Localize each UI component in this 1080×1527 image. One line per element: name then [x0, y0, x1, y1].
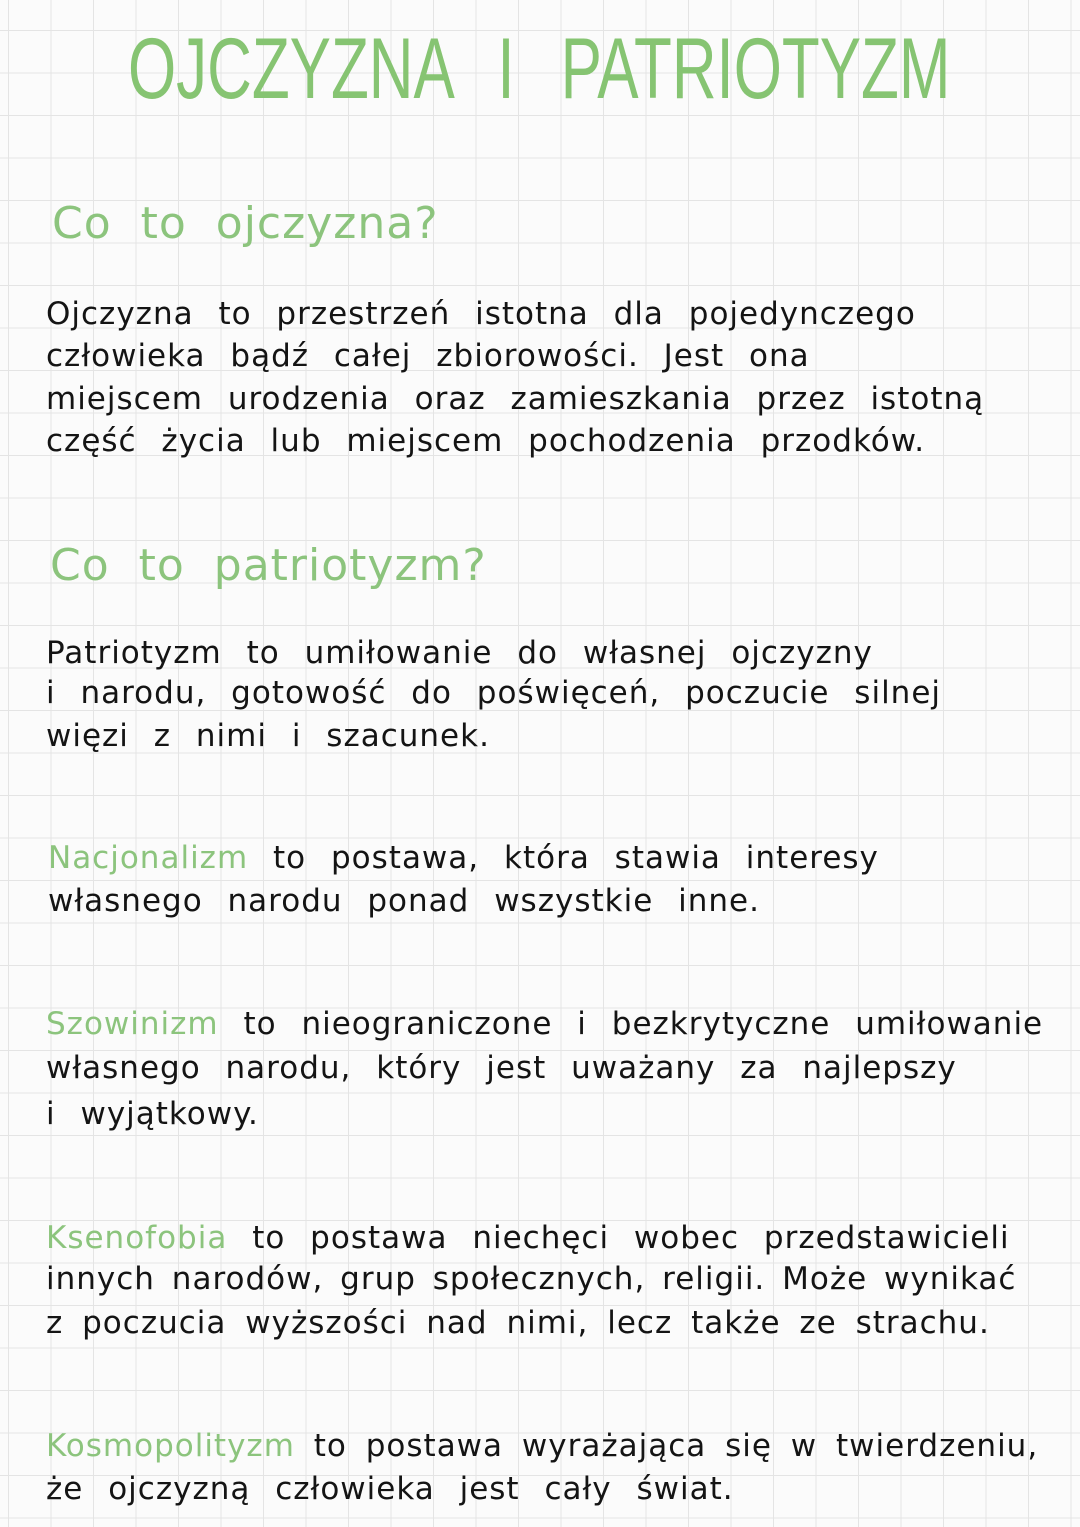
term-ksenofobia-line — [46, 1220, 1010, 1256]
term-label: Szowinizm — [46, 1006, 219, 1042]
text-line: własnego narodu, który jest uważany za najlepszy — [46, 1050, 957, 1086]
text-line: więzi z nimi i szacunek. — [46, 718, 490, 754]
text-line: człowieka bądź całej zbiorowości. Jest ona — [46, 338, 810, 374]
term-definition: to postawa niechęci wobec przedstawicieli — [252, 1220, 1010, 1256]
text-line: miejscem urodzenia oraz zamieszkania przez istotną — [46, 381, 985, 417]
text-line: własnego narodu ponad wszystkie inne. — [48, 883, 760, 919]
term-label: Nacjonalizm — [48, 840, 249, 876]
term-nacjonalizm-line — [48, 840, 879, 876]
term-szowinizm-line — [46, 1006, 1043, 1042]
term-definition: to postawa, która stawia interesy — [273, 840, 879, 876]
text-line: część życia lub miejscem pochodzenia przodków. — [46, 423, 926, 459]
text-line: Patriotyzm to umiłowanie do własnej ojczyzny — [46, 635, 873, 671]
term-definition: to nieograniczone i bezkrytyczne umiłowanie — [243, 1006, 1044, 1042]
text-line: innych narodów, grup społecznych, religii. Może wynikać — [46, 1261, 1017, 1297]
term-kosmopolityzm-line — [46, 1428, 1038, 1464]
text-line: i narodu, gotowość do poświęceń, poczucie silnej — [46, 675, 942, 711]
text-line: z poczucia wyższości nad nimi, lecz także ze strachu. — [46, 1305, 990, 1341]
term-label: Ksenofobia — [46, 1220, 228, 1256]
term-label: Kosmopolityzm — [46, 1428, 295, 1464]
heading-patriotyzm: Co to patriotyzm? — [50, 540, 487, 591]
text-line: i wyjątkowy. — [46, 1096, 259, 1132]
text-line: że ojczyzną człowieka jest cały świat. — [46, 1471, 734, 1507]
heading-ojczyzna: Co to ojczyzna? — [52, 198, 439, 249]
term-definition: to postawa wyrażająca się w twierdzeniu, — [313, 1428, 1039, 1464]
page-title: OJCZYZNA I PATRIOTYZM — [128, 21, 951, 117]
text-line: Ojczyzna to przestrzeń istotna dla pojedynczego — [46, 296, 916, 332]
